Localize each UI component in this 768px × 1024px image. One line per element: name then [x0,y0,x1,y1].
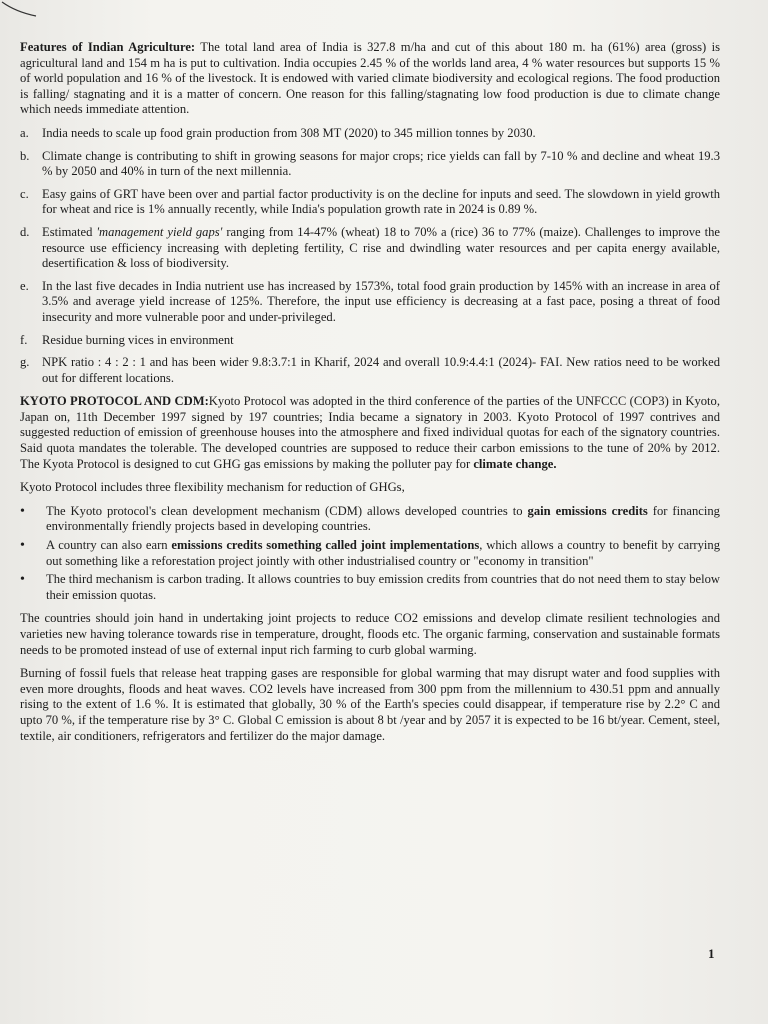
kyoto-text: Kyoto Protocol was adopted in the third conference of the parties of the UNFCCC (COP3) in Kyoto, Japan on, 11th December 1997 signed by 197 countries; India became a signatory in 2003. Kyoto Protocol of 1997 contrives and suggested reduction of emission of greenhouse houses into the atmosphere and fixed individual quotas for each of the signatory countries. Said quota mandates the tolerable. The developed countries are supposed to reduce their carbon emissions to the tune of 20% by 2012. The Kyota Protocol is designed to cut GHG gas emissions by making the polluter pay for [20,394,720,471]
list-item [20,538,720,569]
list-item-text: Climate change is contributing to shift in growing seasons for major crops; rice yields can fall by 7-10 % and decline and wheat 19.3 % by 2050 and 40% in turn of the next millennia. [42,148,720,179]
management-yield-gaps-term: 'management yield gaps' [96,224,223,239]
agriculture-points-list [20,126,720,386]
list-item-text: In the last five decades in India nutrient use has increased by 1573%, total food grain production by 145% with an increase in area of 3.5% and average yield increase of 125%. Therefore, the input use efficiency is decreasing at a fast pace, posing a threat of food insecurity and more vulnerable poor and under-privileged. [42,278,720,324]
list-item-text: India needs to scale up food grain production from 308 MT (2020) to 345 million tonnes by 2030. [42,125,536,140]
mechanisms-list [20,504,720,604]
list-marker: a. [20,125,29,140]
list-marker: e. [20,278,29,293]
list-item [20,333,720,349]
corner-fold-mark [0,0,40,20]
bullet-marker: • [20,572,25,588]
list-marker: d. [20,224,30,239]
mechanisms-intro: Kyoto Protocol includes three flexibility mechanism for reduction of GHGs, [20,480,405,495]
bullet-marker: • [20,503,25,519]
kyoto-paragraph [20,394,720,472]
text-start: A country can also earn [46,538,172,553]
kyoto-bold-end: climate change. [473,456,557,471]
list-marker: f. [20,332,28,347]
list-marker: b. [20,148,30,163]
kyoto-heading: KYOTO PROTOCOL AND CDM: [20,394,209,409]
list-item-text: Easy gains of GRT have been over and partial factor productivity is on the decline for inputs and seed. The slowdown in yield growth for wheat and rice is 1% annually recently, while India's population growth rate in 2024 is 0.89 %. [42,186,720,217]
list-item-text [46,504,720,535]
list-item-text [46,538,720,569]
list-item-text [46,572,720,603]
list-item [20,126,720,142]
list-item [20,572,720,603]
list-marker: g. [20,355,30,370]
list-item [20,149,720,180]
list-marker: c. [20,186,29,201]
document-body [20,40,720,752]
bullet-marker: • [20,538,25,554]
intro-text: The total land area of India is 327.8 m/ha and cut of this about 180 m. ha (61%) area (gross) is agricultural land and 154 m ha is put to cultivation. India occupies 2.45 % of the worlds land area, 4 % water resources but supports 15 % of world population and 16 % of the livestock. It is endowed with varied climate biodiversity and ecological regions. The food production is falling/ stagnating and it is a matter of concern. One reason for this falling/stagnating low food production is due to climate change which needs immediate attention. [20,40,720,117]
list-item [20,504,720,535]
text-start: The Kyoto protocol's clean development mechanism (CDM) allows developed countries to [46,503,528,518]
bold-term: emissions credits something called joint implementations [171,538,480,553]
list-item-text: Residue burning vices in environment [42,332,234,347]
list-item-text-start: Estimated [42,224,97,239]
list-item-text-rest: ranging from 14-47% (wheat) 18 to 70% a (rice) 36 to 77% (maize). Challenges to improve the resource use efficiency increasing with depleting fertility, C rise and dwindling water resources and per capita energy available, desertification & loss of biodiversity. [42,224,720,271]
list-item-text: NPK ratio : 4 : 2 : 1 and has been wider 9.8:3.7:1 in Kharif, 2024 and overall 10.9:4.4:1 (2024)- FAI. New ratios need to be worked out for different locations. [42,355,720,385]
intro-heading: Features of Indian Agriculture: [20,40,196,54]
countries-paragraph: The countries should join hand in undertaking joint projects to reduce CO2 emissions and develop climate resilient technologies and varieties new having tolerance towards rise in temperature, drought, floods etc. The organic farming, conservation and sustainable formats needs to be promoted instead of use of external input rich farming to curb global warming. [20,611,720,657]
list-item-text [42,225,720,272]
text-end: , which allows a country to benefit by carrying out something like a reforestation project jointly with other industrialised country or "economy in transition" [46,538,720,568]
list-item [20,187,720,218]
text-start: The third mechanism is carbon trading. It allows countries to buy emission credits from countries that do not need them to stay below their emission quotas. [46,572,720,602]
list-item [20,225,720,272]
intro-paragraph [20,40,720,118]
list-item [20,355,720,386]
list-item [20,279,720,326]
fossil-fuels-paragraph: Burning of fossil fuels that release heat trapping gases are responsible for global warming that may disrupt water and food supplies with even more droughts, floods and heat waves. CO2 levels have increased from 300 ppm from the millennium to 430.51 ppm and annually rising to the extent of 1.6 %. It is estimated that globally, 30 % of the Earth's species could disappear, if temperature rise by 2.2° C and upto 70 %, if the temperature rise by 3° C. Global C emission is about 8 bt /year and by 2057 it is expected to be 16 bt/year. Cement, steel, textile, air conditioners, refrigerators and fertilizer do the major damage. [20,666,720,743]
text-end: for financing environmentally friendly projects based in developing countries. [46,503,720,534]
page-number: 1 [708,946,715,961]
bold-term: gain emissions credits [527,503,648,518]
